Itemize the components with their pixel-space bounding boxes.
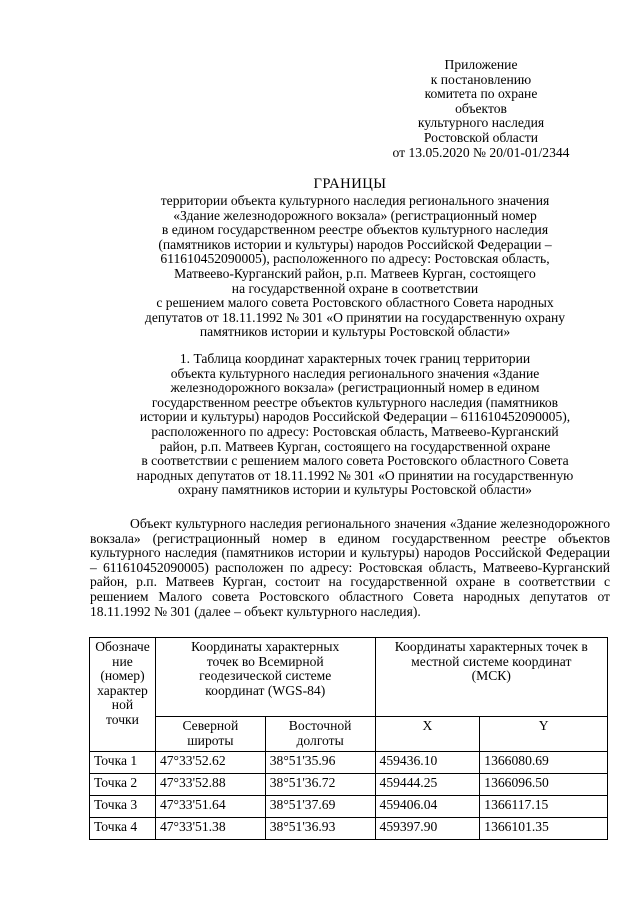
latitude-cell: 47°33'52.88: [155, 774, 265, 796]
table-row: [90, 752, 608, 774]
point-column-header: Обозначе ние (номер) характер ной точки: [90, 638, 156, 752]
section-line: объекта культурного наследия регионального значения «Здание: [170, 365, 540, 381]
longitude-cell: 38°51'36.93: [265, 818, 375, 840]
section-line: железнодорожного вокзала» (регистрационный номер в едином: [170, 380, 540, 396]
title-line: на государственной охране в соответствии: [231, 280, 479, 296]
point-cell: Точка 1: [90, 752, 156, 774]
body-paragraph: Объект культурного наследия регионального значения «Здание железнодорожного вокзала» (регистрационный номер в едином государственном реестре объектов культурного наследия (памятников истории и культуры) народов Российской Федерации – 611610452090005) расположен по адресу: Ростовская область, Матвеево-Курганский район, р.п. Матвеев Курган, состоит на государственной охране в соответствии с решением Малого совета Ростовского областного Совета народных депутатов от 18.11.1992 № 301 (далее – объект культурного наследия).: [90, 516, 610, 619]
appendix-line: Ростовской области: [423, 129, 539, 145]
x-header: X: [375, 717, 480, 752]
wgs-group-header: Координаты характерных точек во Всемирной геодезической системе координат (WGS-84): [155, 638, 375, 717]
section-heading: [110, 352, 600, 498]
appendix-line: объектов: [455, 100, 507, 116]
section-line: 1. Таблица координат характерных точек границ территории: [179, 351, 531, 366]
longitude-cell: 38°51'37.69: [265, 796, 375, 818]
table-row: [90, 796, 608, 818]
section-line: расположенного по адресу: Ростовская область, Матвеево-Курганский: [151, 423, 559, 439]
y-cell: 1366117.15: [480, 796, 608, 818]
appendix-line: Приложение: [444, 57, 518, 72]
title-line: Матвеево-Курганский район, р.п. Матвеев Курган, состоящего: [174, 265, 536, 281]
table-subheader-row: [90, 717, 608, 752]
title-line: с решением малого совета Ростовского областного Совета народных: [156, 295, 554, 311]
appendix-line: к постановлению: [430, 71, 532, 87]
y-cell: 1366080.69: [480, 752, 608, 774]
y-cell: 1366096.50: [480, 774, 608, 796]
table-row: [90, 818, 608, 840]
title-line: депутатов от 18.11.1992 № 301 «О принятии на государственную охрану: [144, 309, 566, 325]
x-cell: 459436.10: [375, 752, 480, 774]
section-line: народных депутатов от 18.11.1992 № 301 «О принятии на государственную: [136, 467, 574, 483]
latitude-cell: 47°33'51.38: [155, 818, 265, 840]
latitude-cell: 47°33'51.64: [155, 796, 265, 818]
title-line: территории объекта культурного наследия регионального значения: [160, 193, 550, 208]
document-heading: ГРАНИЦЫ: [313, 176, 387, 192]
title-line: (памятников истории и культуры) народов Российской Федерации –: [158, 236, 552, 252]
section-line: район, р.п. Матвеев Курган, состоящего на государственной охране: [159, 438, 551, 454]
table-header-row: [90, 638, 608, 717]
appendix-line: культурного наследия: [417, 115, 545, 131]
coordinates-table: [89, 637, 608, 840]
section-line: истории и культуры) народов Российской Федерации – 611610452090005),: [139, 409, 571, 425]
longitude-cell: 38°51'35.96: [265, 752, 375, 774]
title-line: в едином государственном реестре объектов культурного наследия: [161, 222, 549, 238]
x-cell: 459444.25: [375, 774, 480, 796]
appendix-block: [351, 58, 611, 160]
msk-group-header: Координаты характерных точек в местной системе координат (МСК): [375, 638, 607, 717]
title-line: 611610452090005), расположенного по адресу: Ростовская область,: [160, 251, 550, 267]
appendix-date-line: от 13.05.2020 № 20/01-01/2344: [392, 144, 570, 160]
document-title: [100, 194, 610, 340]
title-line: «Здание железнодорожного вокзала» (регистрационный номер: [173, 207, 537, 223]
longitude-cell: 38°51'36.72: [265, 774, 375, 796]
longitude-header: Восточной долготы: [265, 717, 375, 752]
section-line: в соответствии с решением малого совета Ростовского областного Совета: [141, 453, 569, 469]
appendix-line: комитета по охране: [424, 86, 538, 102]
point-cell: Точка 4: [90, 818, 156, 840]
x-cell: 459397.90: [375, 818, 480, 840]
x-cell: 459406.04: [375, 796, 480, 818]
title-line: памятников истории и культуры Ростовской области»: [199, 324, 511, 340]
section-line: охрану памятников истории и культуры Ростовской области»: [178, 482, 532, 498]
latitude-cell: 47°33'52.62: [155, 752, 265, 774]
y-header: Y: [480, 717, 608, 752]
table-row: [90, 774, 608, 796]
y-cell: 1366101.35: [480, 818, 608, 840]
latitude-header: Северной широты: [155, 717, 265, 752]
point-cell: Точка 3: [90, 796, 156, 818]
section-line: государственном реестре объектов культурного наследия (памятников: [151, 394, 559, 410]
point-cell: Точка 2: [90, 774, 156, 796]
